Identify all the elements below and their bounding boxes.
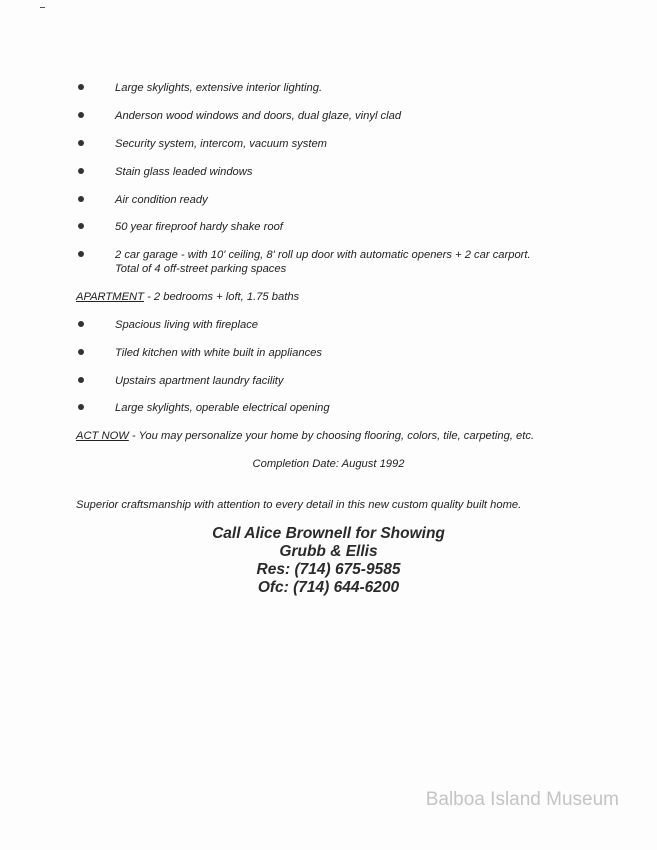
feature-text: Anderson wood windows and doors, dual glaze, vinyl clad [115,110,402,122]
feature-text: Stain glass leaded windows [115,166,253,178]
bullet-icon [78,377,84,383]
contact-line-office-phone: Ofc: (714) 644-6200 [257,579,400,596]
apartment-item-text: Spacious living with fireplace [115,319,259,331]
feature-text: Large skylights, extensive interior lighting. [115,82,323,94]
contact-line-company: Grubb & Ellis [279,543,378,560]
apartment-heading [76,290,299,304]
apartment-item-text: Upstairs apartment laundry facility [115,375,284,387]
bullet-icon [78,196,84,202]
feature-text-continued: Total of 4 off-street parking spaces [115,263,287,275]
bullet-icon [78,223,84,229]
contact-line-res-phone: Res: (714) 675-9585 [256,561,401,578]
bullet-icon [78,84,84,90]
act-now-label: ACT NOW [76,430,129,442]
bullet-icon [78,140,84,146]
bullet-icon [78,404,84,410]
tagline: Superior craftsmanship with attention to every detail in this new custom quality built home. [76,499,522,511]
bullet-icon [78,349,84,355]
apartment-label: APARTMENT [76,291,144,303]
feature-text: Security system, intercom, vacuum system [115,138,327,150]
contact-line-call: Call Alice Brownell for Showing [212,525,445,542]
act-now-paragraph [76,429,534,443]
bullet-icon [78,168,84,174]
feature-text: 50 year fireproof hardy shake roof [115,221,283,233]
apartment-item-text: Tiled kitchen with white built in appliances [115,347,322,359]
completion-date: Completion Date: August 1992 [252,458,405,470]
feature-text: 2 car garage - with 10' ceiling, 8' roll up door with automatic openers + 2 car carport. [115,249,531,261]
scan-speck [40,7,45,8]
bullet-icon [78,251,84,257]
apartment-summary: - 2 bedrooms + loft, 1.75 baths [143,291,300,303]
museum-watermark: Balboa Island Museum [425,789,619,810]
apartment-item-text: Large skylights, operable electrical opening [115,402,330,414]
feature-text: Air condition ready [115,194,208,206]
act-now-text: - You may personalize your home by choosing flooring, colors, tile, carpeting, etc. [128,430,535,442]
bullet-icon [78,321,84,327]
bullet-icon [78,112,84,118]
